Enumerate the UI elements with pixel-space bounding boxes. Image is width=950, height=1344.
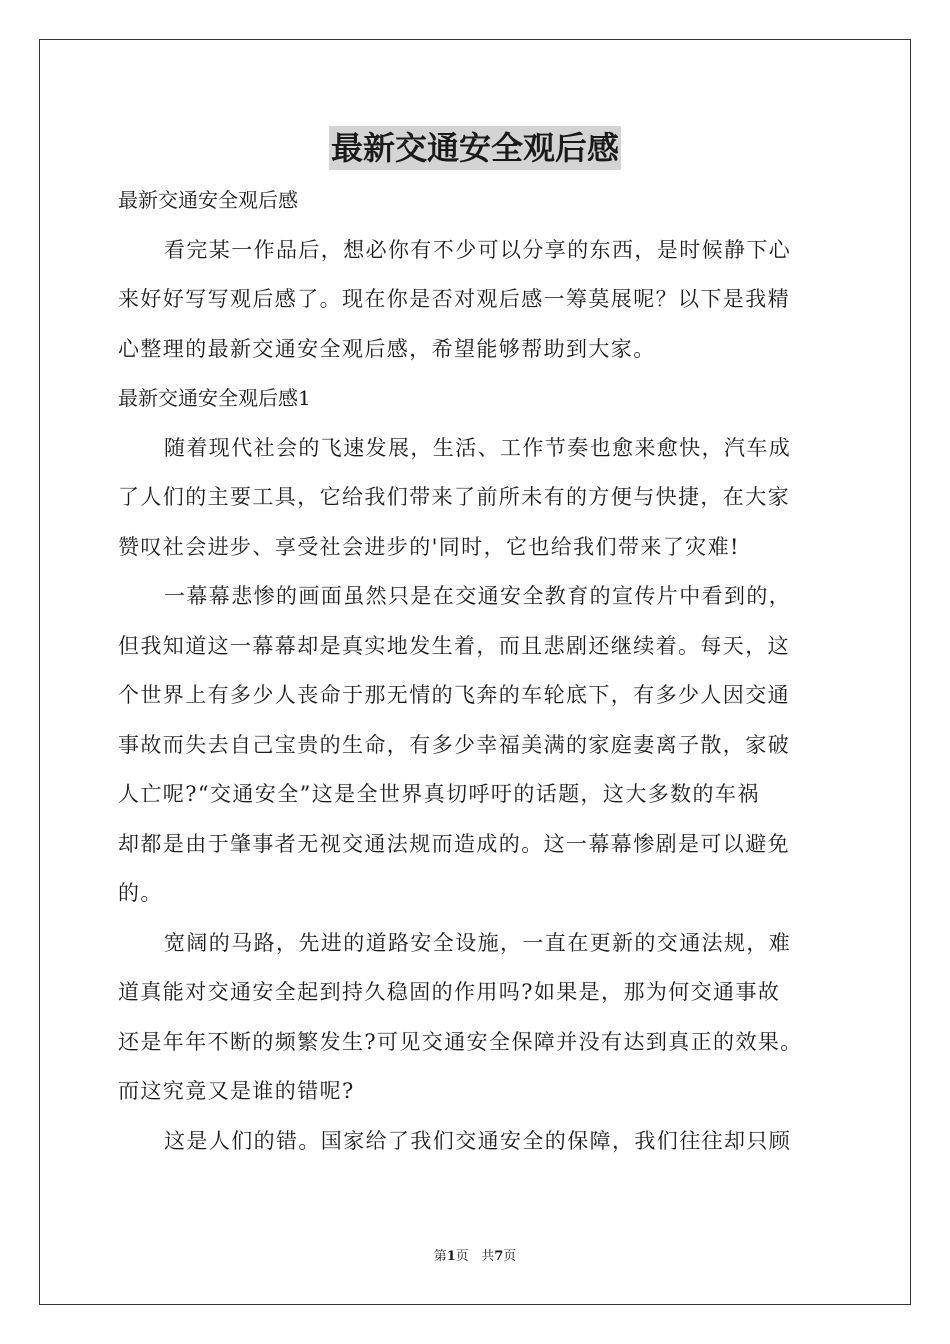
title-container	[0, 126, 950, 170]
paragraph-line: 了人们的主要工具，它给我们带来了前所未有的方便与快捷，在大家	[118, 485, 790, 509]
paragraph-line: 还是年年不断的频繁发生?可见交通安全保障并没有达到真正的效果。	[118, 1029, 803, 1054]
paragraph-line: 赞叹社会进步、享受社会进步的'同时，它也给我们带来了灾难!	[118, 534, 740, 559]
paragraph-line: 这是人们的错。国家给了我们交通安全的保障，我们往往却只顾	[164, 1128, 792, 1153]
paragraph-line: 事故而失去自己宝贵的生命，有多少幸福美满的家庭妻离子散，家破	[118, 732, 790, 757]
paragraph-line: 心整理的最新交通安全观后感，希望能够帮助到大家。	[118, 336, 656, 361]
document-body	[118, 176, 838, 1166]
paragraph-line: 看完某一作品后，想必你有不少可以分享的东西，是时候静下心	[164, 237, 792, 262]
page-label-prefix: 第	[433, 1249, 447, 1264]
paragraph-line: 宽阔的马路，先进的道路安全设施，一直在更新的交通法规，难	[164, 930, 792, 955]
paragraph-line: 而这究竟又是谁的错呢?	[118, 1079, 355, 1103]
paragraph-line: 一幕幕悲惨的画面虽然只是在交通安全教育的宣传片中看到的，	[164, 584, 792, 608]
paragraph-line: 来好好写写观后感了。现在你是否对观后感一筹莫展呢？以下是我精	[118, 287, 790, 311]
document-title: 最新交通安全观后感	[329, 126, 621, 170]
page-label-suffix: 页	[455, 1249, 469, 1264]
section-heading: 最新交通安全观后感1	[118, 386, 311, 410]
paragraph-line: 但我知道这一幕幕却是真实地发生着，而且悲剧还继续着。每天，这	[118, 633, 790, 658]
paragraph-line: 个世界上有多少人丧命于那无情的飞奔的车轮底下，有多少人因交通	[118, 683, 790, 707]
page-footer	[0, 1248, 950, 1266]
paragraph-line: 道真能对交通安全起到持久稳固的作用吗?如果是，那为何交通事故	[118, 980, 781, 1004]
paragraph-line: 随着现代社会的飞速发展，生活、工作节奏也愈来愈快，汽车成	[164, 435, 792, 460]
total-label-prefix: 共	[481, 1249, 495, 1264]
total-label-suffix: 页	[503, 1249, 517, 1264]
section-heading: 最新交通安全观后感	[118, 188, 298, 212]
total-pages: 7	[494, 1249, 504, 1264]
paragraph-line: 人亡呢?“交通安全”这是全世界真切呼吁的话题，这大多数的车祸	[118, 782, 760, 806]
page-number: 1	[446, 1249, 456, 1264]
paragraph-line: 的。	[118, 881, 163, 905]
paragraph-line: 却都是由于肇事者无视交通法规而造成的。这一幕幕惨剧是可以避免	[118, 831, 790, 856]
